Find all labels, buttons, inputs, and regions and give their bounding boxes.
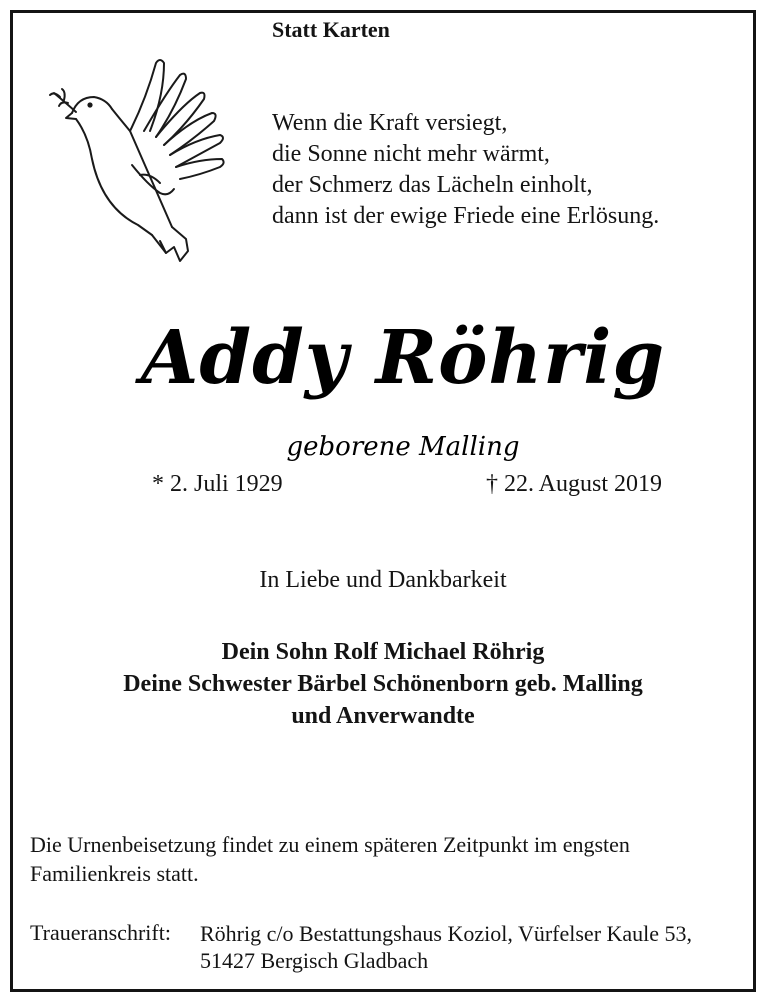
dove-with-olive-branch-icon [48,55,243,270]
address-line-1: Röhrig c/o Bestattungshaus Koziol, Vürfelser Kaule 53, [200,921,693,946]
poem-line-1: Wenn die Kraft versiegt, [272,110,508,136]
poem [272,108,659,232]
burial-notice: Die Urnenbeisetzung findet zu einem späteren Zeitpunkt im engsten Familienkreis statt. [30,832,630,886]
death-date: † 22. August 2019 [486,471,663,497]
gratitude-line: In Liebe und Dankbarkeit [259,567,507,593]
maiden-name: geborene Malling [286,432,520,462]
birth-date: * 2. Juli 1929 [152,471,283,497]
poem-line-2: die Sonne nicht mehr wärmt, [272,141,550,167]
address-line-2: 51427 Bergisch Gladbach [200,948,429,973]
family-signatures [0,636,766,732]
family-line-3: und Anverwandte [291,703,475,729]
family-line-2: Deine Schwester Bärbel Schönenborn geb. Malling [123,671,643,697]
family-line-1: Dein Sohn Rolf Michael Röhrig [221,639,545,665]
deceased-name: Addy Röhrig [140,315,666,401]
poem-line-3: der Schmerz das Lächeln einholt, [272,172,593,198]
poem-line-4: dann ist der ewige Friede eine Erlösung. [272,203,660,229]
header-statt-karten: Statt Karten [272,17,390,42]
mourning-address [200,920,692,974]
address-label: Traueranschrift: [30,920,171,945]
